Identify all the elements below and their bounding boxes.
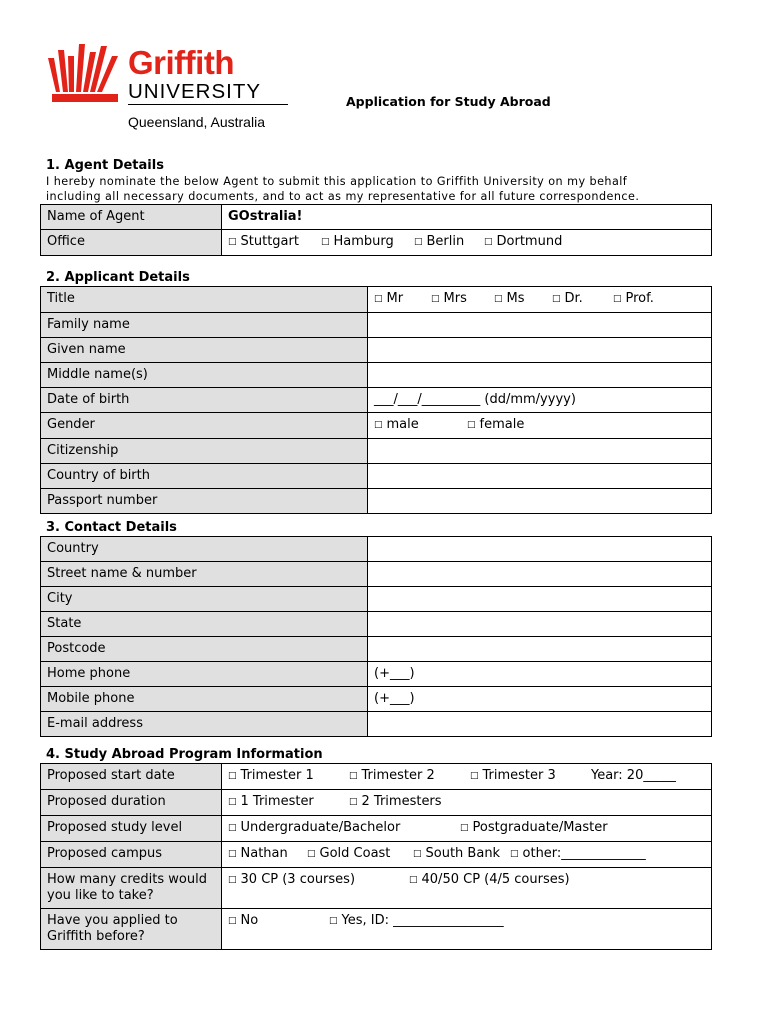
table-row <box>41 764 712 790</box>
option-label: Postgraduate/Master <box>472 820 608 835</box>
checkbox-icon: □ <box>409 875 418 885</box>
title-option-dr[interactable] <box>552 291 613 308</box>
title-option-mrs[interactable] <box>431 291 494 308</box>
campus-option-south-bank[interactable] <box>413 846 510 863</box>
table-row <box>41 637 712 662</box>
option-label: Hamburg <box>333 234 394 249</box>
applied-option-no[interactable] <box>228 913 329 930</box>
table-row <box>41 816 712 842</box>
applied-option-yes[interactable] <box>329 913 504 930</box>
option-label: Ms <box>506 291 525 306</box>
start-option-trimester-1[interactable] <box>228 768 349 785</box>
checkbox-icon: □ <box>413 849 422 859</box>
logo-divider <box>128 104 288 105</box>
applied-before-options <box>222 909 712 950</box>
table-row <box>41 464 712 489</box>
option-label: Dr. <box>564 291 583 306</box>
duration-option-2-trimesters[interactable] <box>349 794 442 811</box>
title-option-prof[interactable] <box>613 291 654 308</box>
section-heading-contact: 3. Contact Details <box>46 520 177 535</box>
option-label: female <box>479 417 525 432</box>
option-label: 30 CP (3 courses) <box>240 872 356 887</box>
option-label: Mr <box>386 291 404 306</box>
study-level-options <box>222 816 712 842</box>
checkbox-icon: □ <box>552 294 561 304</box>
gender-label: Gender <box>41 413 368 439</box>
campus-options <box>222 842 712 868</box>
street-label: Street name & number <box>41 562 368 587</box>
title-option-mr[interactable] <box>374 291 431 308</box>
table-row <box>41 287 712 313</box>
office-option-stuttgart[interactable] <box>228 234 321 251</box>
document-title: Application for Study Abroad <box>346 94 551 109</box>
citizenship-label: Citizenship <box>41 439 368 464</box>
checkbox-icon: □ <box>228 875 237 885</box>
table-row <box>41 537 712 562</box>
applicant-table <box>40 286 712 514</box>
campus-option-other[interactable] <box>510 846 646 863</box>
checkbox-icon: □ <box>321 237 330 247</box>
passport-field[interactable] <box>368 489 712 514</box>
table-row <box>41 363 712 388</box>
option-label: Trimester 1 <box>240 768 314 783</box>
home-phone-label: Home phone <box>41 662 368 687</box>
table-row <box>41 230 712 256</box>
middle-names-label: Middle name(s) <box>41 363 368 388</box>
credits-option-30cp[interactable] <box>228 872 409 889</box>
postcode-field[interactable] <box>368 637 712 662</box>
city-field[interactable] <box>368 587 712 612</box>
start-date-options <box>222 764 712 790</box>
city-label: City <box>41 587 368 612</box>
campus-option-gold-coast[interactable] <box>307 846 413 863</box>
duration-option-1-trimester[interactable] <box>228 794 349 811</box>
agent-name-field[interactable] <box>222 205 712 230</box>
dob-field[interactable]: ___/___/_________ (dd/mm/yyyy) <box>368 388 712 413</box>
checkbox-icon: □ <box>494 294 503 304</box>
option-label: 2 Trimesters <box>361 794 442 809</box>
checkbox-icon: □ <box>228 849 237 859</box>
middle-names-field[interactable] <box>368 363 712 388</box>
dob-label: Date of birth <box>41 388 368 413</box>
start-year-field[interactable]: Year: 20_____ <box>591 768 676 783</box>
duration-options <box>222 790 712 816</box>
table-row <box>41 413 712 439</box>
option-label: Yes, ID: _________________ <box>341 913 504 928</box>
title-options <box>368 287 712 313</box>
option-label: Trimester 2 <box>361 768 435 783</box>
mobile-phone-label: Mobile phone <box>41 687 368 712</box>
gender-options <box>368 413 712 439</box>
table-row <box>41 842 712 868</box>
checkbox-icon: □ <box>414 237 423 247</box>
table-row <box>41 489 712 514</box>
gender-option-male[interactable] <box>374 417 467 434</box>
checkbox-icon: □ <box>374 420 383 430</box>
checkbox-icon: □ <box>329 916 338 926</box>
duration-label: Proposed duration <box>41 790 222 816</box>
option-label: Nathan <box>240 846 288 861</box>
logo-university: UNIVERSITY <box>128 80 262 103</box>
option-label: South Bank <box>425 846 501 861</box>
campus-label: Proposed campus <box>41 842 222 868</box>
state-label: State <box>41 612 368 637</box>
study-level-label: Proposed study level <box>41 816 222 842</box>
option-label: Mrs <box>443 291 467 306</box>
country-label: Country <box>41 537 368 562</box>
credits-options <box>222 868 712 909</box>
citizenship-field[interactable] <box>368 439 712 464</box>
checkbox-icon: □ <box>510 849 519 859</box>
start-option-trimester-3[interactable] <box>470 768 591 785</box>
griffith-emblem-icon <box>46 40 126 110</box>
checkbox-icon: □ <box>349 797 358 807</box>
given-name-label: Given name <box>41 338 368 363</box>
start-date-label: Proposed start date <box>41 764 222 790</box>
logo-wordmark: Griffith <box>128 44 234 81</box>
checkbox-icon: □ <box>460 823 469 833</box>
option-label: Undergraduate/Bachelor <box>240 820 401 835</box>
table-row <box>41 712 712 737</box>
email-field[interactable] <box>368 712 712 737</box>
table-row <box>41 662 712 687</box>
level-option-postgraduate[interactable] <box>460 820 608 837</box>
office-options <box>222 230 712 256</box>
griffith-logo <box>46 40 296 136</box>
checkbox-icon: □ <box>228 771 237 781</box>
office-option-dortmund[interactable] <box>484 234 562 251</box>
table-row <box>41 909 712 950</box>
checkbox-icon: □ <box>307 849 316 859</box>
home-phone-field[interactable]: (+___) <box>368 662 712 687</box>
option-label: Stuttgart <box>240 234 299 249</box>
checkbox-icon: □ <box>228 823 237 833</box>
checkbox-icon: □ <box>228 916 237 926</box>
campus-option-nathan[interactable] <box>228 846 307 863</box>
credits-option-40-50cp[interactable] <box>409 872 570 889</box>
option-label: No <box>240 913 259 928</box>
table-row <box>41 868 712 909</box>
section-heading-study: 4. Study Abroad Program Information <box>46 747 323 762</box>
table-row <box>41 562 712 587</box>
option-label: 40/50 CP (4/5 courses) <box>421 872 570 887</box>
family-name-field[interactable] <box>368 313 712 338</box>
study-table <box>40 763 712 950</box>
agent-intro-line-2: including all necessary documents, and to act as my representative for all future correspondence. <box>46 190 640 203</box>
table-row <box>41 205 712 230</box>
credits-label: How many credits would you like to take? <box>41 868 222 909</box>
country-field[interactable] <box>368 537 712 562</box>
checkbox-icon: □ <box>484 237 493 247</box>
option-label: Prof. <box>625 291 654 306</box>
option-label: Gold Coast <box>319 846 391 861</box>
state-field[interactable] <box>368 612 712 637</box>
country-of-birth-field[interactable] <box>368 464 712 489</box>
logo-location: Queensland, Australia <box>128 114 265 130</box>
table-row <box>41 388 712 413</box>
checkbox-icon: □ <box>374 294 383 304</box>
option-label: other:_____________ <box>522 846 646 861</box>
option-label: Trimester 3 <box>482 768 556 783</box>
table-row <box>41 790 712 816</box>
agent-table <box>40 204 712 256</box>
table-row <box>41 338 712 363</box>
office-option-hamburg[interactable] <box>321 234 414 251</box>
agent-intro-line-1: I hereby nominate the below Agent to submit this application to Griffith University on my behalf <box>46 175 628 188</box>
office-label: Office <box>41 230 222 256</box>
section-heading-applicant: 2. Applicant Details <box>46 270 190 285</box>
contact-table <box>40 536 712 737</box>
gender-option-female[interactable] <box>467 417 524 434</box>
table-row <box>41 687 712 712</box>
agent-name-label: Name of Agent <box>41 205 222 230</box>
checkbox-icon: □ <box>470 771 479 781</box>
mobile-phone-field[interactable]: (+___) <box>368 687 712 712</box>
table-row <box>41 439 712 464</box>
family-name-label: Family name <box>41 313 368 338</box>
passport-label: Passport number <box>41 489 368 514</box>
checkbox-icon: □ <box>228 237 237 247</box>
given-name-field[interactable] <box>368 338 712 363</box>
title-label: Title <box>41 287 368 313</box>
country-of-birth-label: Country of birth <box>41 464 368 489</box>
option-label: male <box>386 417 419 432</box>
checkbox-icon: □ <box>467 420 476 430</box>
section-heading-agent: 1. Agent Details <box>46 158 164 173</box>
agent-name-value: GOstralia! <box>228 209 303 224</box>
option-label: Berlin <box>426 234 465 249</box>
checkbox-icon: □ <box>613 294 622 304</box>
table-row <box>41 313 712 338</box>
table-row <box>41 612 712 637</box>
start-option-trimester-2[interactable] <box>349 768 470 785</box>
option-label: 1 Trimester <box>240 794 314 809</box>
street-field[interactable] <box>368 562 712 587</box>
option-label: Dortmund <box>496 234 563 249</box>
table-row <box>41 587 712 612</box>
checkbox-icon: □ <box>349 771 358 781</box>
level-option-undergraduate[interactable] <box>228 820 460 837</box>
office-option-berlin[interactable] <box>414 234 484 251</box>
checkbox-icon: □ <box>228 797 237 807</box>
checkbox-icon: □ <box>431 294 440 304</box>
applied-before-label: Have you applied to Griffith before? <box>41 909 222 950</box>
postcode-label: Postcode <box>41 637 368 662</box>
email-label: E-mail address <box>41 712 368 737</box>
title-option-ms[interactable] <box>494 291 552 308</box>
